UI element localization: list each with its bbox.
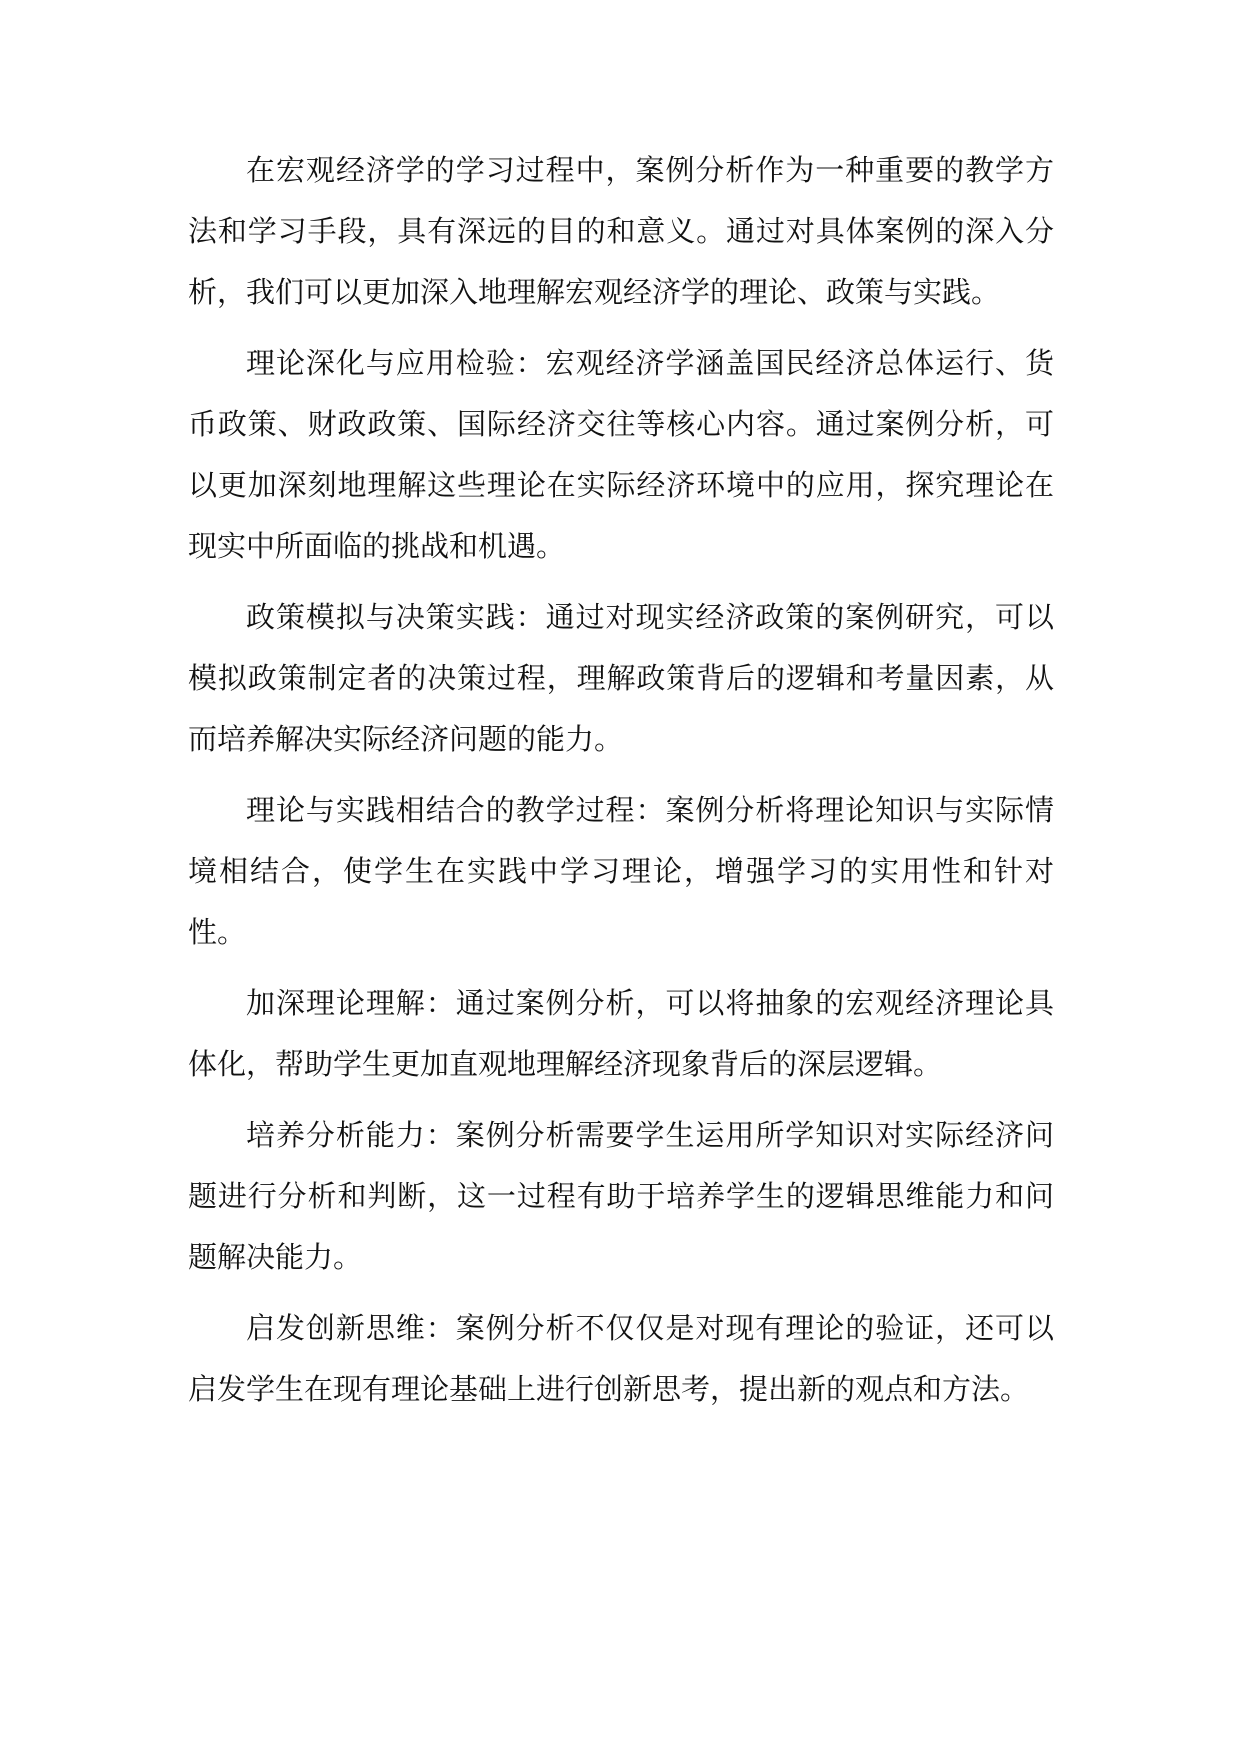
paragraph-policy-simulation: 政策模拟与决策实践：通过对现实经济政策的案例研究，可以模拟政策制定者的决策过程，理解政策背后的逻辑和考量因素，从而培养解决实际经济问题的能力。 bbox=[188, 600, 1054, 756]
document-body bbox=[188, 140, 1054, 1430]
paragraph-deepen-understanding: 加深理论理解：通过案例分析，可以将抽象的宏观经济理论具体化，帮助学生更加直观地理解经济现象背后的深层逻辑。 bbox=[188, 986, 1054, 1081]
paragraph-intro: 在宏观经济学的学习过程中，案例分析作为一种重要的教学方法和学习手段，具有深远的目的和意义。通过对具体案例的深入分析，我们可以更加深入地理解宏观经济学的理论、政策与实践。 bbox=[188, 153, 1054, 309]
paragraph-analysis-ability: 培养分析能力：案例分析需要学生运用所学知识对实际经济问题进行分析和判断，这一过程有助于培养学生的逻辑思维能力和问题解决能力。 bbox=[188, 1118, 1054, 1274]
paragraph-theory-practice: 理论与实践相结合的教学过程：案例分析将理论知识与实际情境相结合，使学生在实践中学习理论，增强学习的实用性和针对性。 bbox=[188, 793, 1054, 949]
paragraph-innovative-thinking: 启发创新思维：案例分析不仅仅是对现有理论的验证，还可以启发学生在现有理论基础上进行创新思考，提出新的观点和方法。 bbox=[188, 1311, 1054, 1406]
paragraph-theory-deepening: 理论深化与应用检验：宏观经济学涵盖国民经济总体运行、货币政策、财政政策、国际经济交往等核心内容。通过案例分析，可以更加深刻地理解这些理论在实际经济环境中的应用，探究理论在现实中所面临的挑战和机遇。 bbox=[188, 346, 1054, 563]
